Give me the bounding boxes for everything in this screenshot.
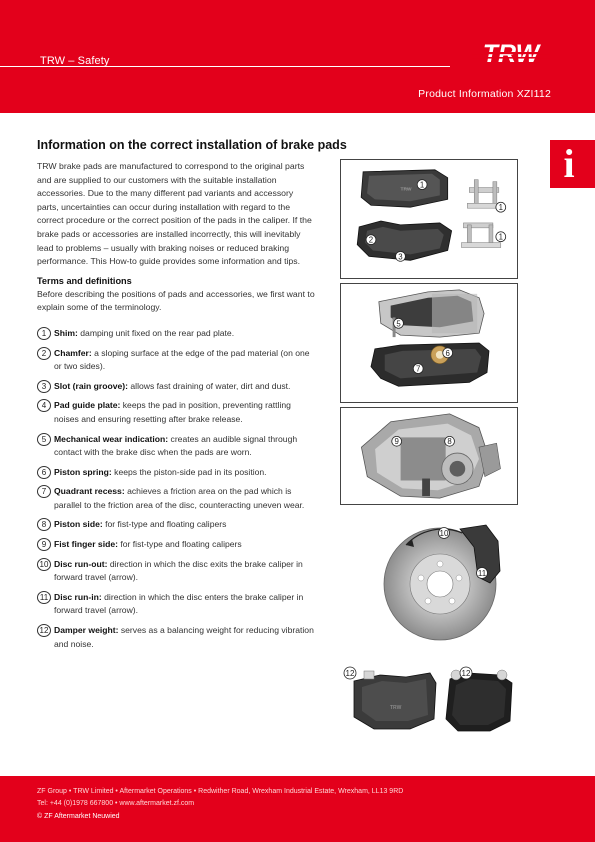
callout-marker — [396, 251, 406, 261]
number-badge: 12 — [37, 624, 51, 637]
term-description: allows fast draining of water, dirt and dust. — [128, 380, 291, 391]
info-icon: i — [563, 141, 575, 186]
callout-marker — [392, 436, 402, 446]
callout-marker — [417, 180, 427, 190]
list-item — [37, 327, 317, 341]
damper-pads-illustration — [340, 659, 518, 743]
callout-marker — [496, 232, 506, 242]
term-description: keeps the pad in position, preventing rattling noises and ensuring resetting after brake release. — [54, 400, 291, 424]
svg-text:2: 2 — [368, 235, 374, 245]
list-item — [37, 466, 317, 480]
number-badge: 4 — [37, 399, 51, 412]
callout-marker — [366, 235, 376, 245]
callout-marker — [443, 348, 453, 358]
svg-text:7: 7 — [415, 364, 421, 374]
svg-text:6: 6 — [445, 348, 450, 358]
callout-marker — [496, 202, 506, 212]
page-header — [0, 0, 595, 113]
term-description: for fist-type and floating calipers — [117, 539, 242, 550]
page-title: Information on the correct installation of brake pads — [37, 138, 347, 152]
term-label: Pad guide plate: — [54, 400, 121, 411]
number-badge: 2 — [37, 347, 51, 360]
svg-text:8: 8 — [447, 437, 452, 447]
callout-marker — [460, 667, 472, 679]
number-badge: 6 — [37, 466, 51, 479]
number-badge: 5 — [37, 433, 51, 446]
callout-marker — [439, 528, 450, 539]
caliper-illustration — [341, 408, 517, 504]
terms-heading: Terms and definitions — [37, 275, 132, 286]
page-footer — [0, 776, 595, 842]
list-item — [37, 485, 317, 512]
svg-text:11: 11 — [477, 569, 487, 578]
list-item — [37, 538, 317, 552]
term-label: Disc run-out: — [54, 558, 108, 569]
number-badge: 10 — [37, 558, 51, 571]
term-description: creates an audible signal through contact with the brake disc when the pads are worn. — [54, 433, 298, 458]
callout-marker — [394, 318, 404, 328]
footer-copyright: © ZF Aftermarket Neuwied — [37, 813, 120, 820]
callout-marker — [445, 436, 455, 446]
figure-pad-features — [340, 283, 518, 403]
svg-text:5: 5 — [396, 319, 401, 329]
term-label: Chamfer: — [54, 347, 92, 358]
terms-list — [37, 327, 317, 651]
trw-logo — [470, 40, 552, 68]
number-badge: 9 — [37, 538, 51, 551]
footer-address: ZF Group • TRW Limited • Aftermarket Operations • Redwither Road, Wrexham Industrial Estate, Wrexham, LL13 9RD — [37, 788, 404, 795]
svg-text:1: 1 — [498, 232, 503, 242]
svg-text:12: 12 — [345, 669, 355, 678]
svg-text:1: 1 — [419, 180, 425, 190]
svg-text:12: 12 — [461, 669, 471, 678]
term-description: damping unit fixed on the rear pad plate. — [77, 327, 235, 338]
figure-damper-pads — [340, 659, 518, 743]
callout-marker — [413, 364, 423, 374]
list-item — [37, 433, 317, 460]
product-info: Product Information XZI112 — [418, 88, 551, 100]
list-item — [37, 380, 317, 394]
main-content — [37, 138, 347, 657]
list-item — [37, 518, 317, 532]
term-label: Slot (rain groove): — [54, 380, 129, 391]
term-description: for fist-type and floating calipers — [102, 519, 227, 530]
list-item — [37, 399, 317, 426]
term-label: Piston side: — [54, 519, 103, 530]
pad-features-illustration — [341, 284, 517, 402]
svg-text:9: 9 — [394, 437, 399, 447]
footer-contact: Tel: +44 (0)1978 667800 • www.aftermarket.zf.com — [37, 800, 195, 807]
term-description: a sloping surface at the edge of the pad material (on one or two sides). — [54, 347, 310, 372]
term-description: direction in which the disc exits the brake caliper in forward travel (arrow). — [54, 558, 303, 583]
list-item — [37, 624, 317, 651]
term-description: serves as a balancing weight for reducing vibration and noise. — [54, 625, 314, 649]
svg-text:TRW: TRW — [390, 705, 402, 711]
figure-caliper — [340, 407, 518, 505]
figure-brake-disc — [340, 507, 518, 655]
number-badge: 3 — [37, 380, 51, 393]
term-label: Fist finger side: — [54, 539, 118, 550]
list-item — [37, 347, 317, 374]
term-description: keeps the piston-side pad in its position. — [111, 466, 267, 477]
terms-intro: Before describing the positions of pads and accessories, we first want to explain some of the terminology. — [37, 288, 315, 313]
term-label: Quadrant recess: — [54, 486, 125, 497]
number-badge: 1 — [37, 327, 51, 340]
intro-paragraph: TRW brake pads are manufactured to correspond to the original parts and are supplied to our customers with the suitable installation accessories. Due to the many different pad variants and accessory parts, uncertainties can occur during installation with regard to the correct procedure or the correct position of the pads in the caliper. If the brake pads or accessories are installed incorrectly, this will inevitably lead to problems – usually with braking noises or reduced braking performance. This How-to guide provides some information and tips. — [37, 161, 312, 267]
term-label: Damper weight: — [54, 625, 119, 636]
callout-marker — [344, 667, 356, 679]
pads-accessories-illustration — [341, 160, 517, 278]
number-badge: 8 — [37, 518, 51, 531]
brand-text: TRW – Safety — [40, 55, 110, 67]
number-badge: 7 — [37, 485, 51, 498]
term-description: achieves a friction area on the pad which is parallel to the friction area of the disc, counteracting uneven wear. — [54, 486, 305, 510]
figure-pads-accessories — [340, 159, 518, 279]
list-item — [37, 591, 317, 618]
svg-text:TRW: TRW — [400, 187, 412, 193]
term-description: direction in which the disc enters the brake caliper in forward travel (arrow). — [54, 591, 304, 616]
svg-text:10: 10 — [439, 529, 449, 538]
info-badge — [550, 140, 595, 188]
term-label: Disc run-in: — [54, 591, 102, 602]
svg-text:1: 1 — [498, 203, 503, 213]
term-label: Shim: — [54, 327, 78, 338]
svg-text:3: 3 — [398, 252, 403, 262]
term-label: Piston spring: — [54, 466, 112, 477]
brake-disc-illustration — [340, 507, 518, 655]
number-badge: 11 — [37, 591, 51, 604]
list-item — [37, 558, 317, 585]
term-label: Mechanical wear indication: — [54, 433, 169, 444]
callout-marker — [477, 568, 488, 579]
